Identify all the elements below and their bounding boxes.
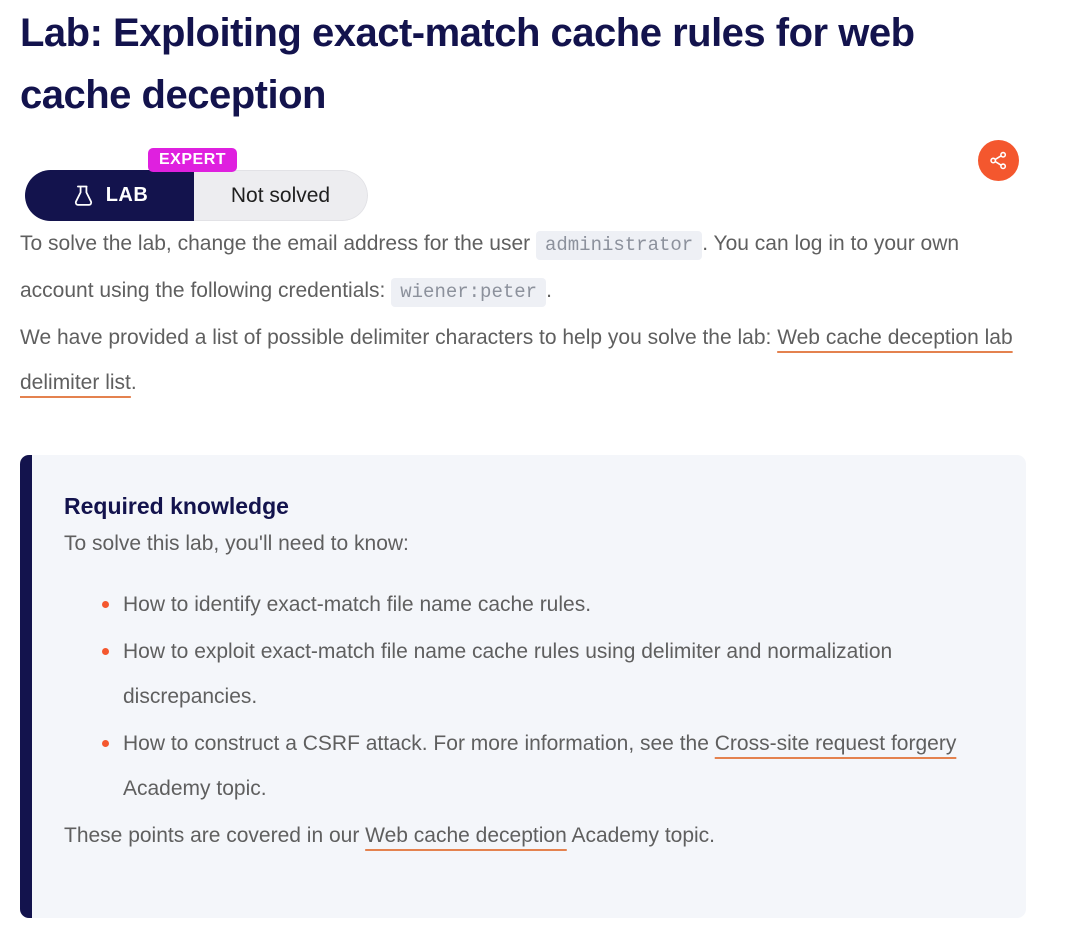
instructions-text: . [546,279,552,302]
page-title: Lab: Exploiting exact-match cache rules for web cache deception [20,11,915,117]
status-text: Not solved [230,183,331,207]
lab-label: LAB [105,184,149,206]
csrf-topic-link[interactable]: Cross-site request forgery [714,732,957,755]
required-knowledge-heading: Required knowledge [64,493,289,519]
delimiter-hint [20,315,1026,405]
web-cache-deception-topic-link[interactable]: Web cache deception [365,824,567,847]
flask-icon [71,183,96,208]
hint-text: We have provided a list of possible delimiter characters to help you solve the lab: [20,326,778,349]
required-knowledge-box [20,455,1026,918]
list-item-text: How to identify exact-match file name cache rules. [123,593,592,616]
knowledge-intro: To solve this lab, you'll need to know: [64,532,409,555]
list-item-text: How to exploit exact-match file name cache rules using delimiter and normalization discrepancies. [123,640,893,708]
lab-banner [20,148,1026,221]
lab-instructions [20,221,1026,315]
share-icon [987,149,1010,172]
share-button[interactable] [978,140,1019,181]
lab-status-widget [25,170,368,221]
lab-page [20,0,1026,918]
instructions-text: . You can log in to your own account using the following credentials: [20,232,960,302]
instructions-text: To solve the lab, change the email address for the user [20,232,536,255]
username-code: administrator [536,231,702,260]
difficulty-badge: EXPERT [148,148,237,172]
list-item [105,582,982,627]
knowledge-footer [64,813,982,858]
knowledge-list [64,582,982,811]
hint-text: . [130,371,137,394]
footer-text: These points are covered in our [64,824,366,847]
list-item [105,721,982,811]
credentials-code: wiener:peter [391,278,546,307]
list-item-text: Academy topic. [123,777,267,800]
list-item [105,629,982,719]
delimiter-list-link[interactable]: Web cache deception lab delimiter list [20,326,1013,394]
lab-pill [25,170,194,221]
list-item-text: How to construct a CSRF attack. For more information, see the [123,732,715,755]
footer-text: Academy topic. [566,824,716,847]
status-badge [194,170,368,221]
